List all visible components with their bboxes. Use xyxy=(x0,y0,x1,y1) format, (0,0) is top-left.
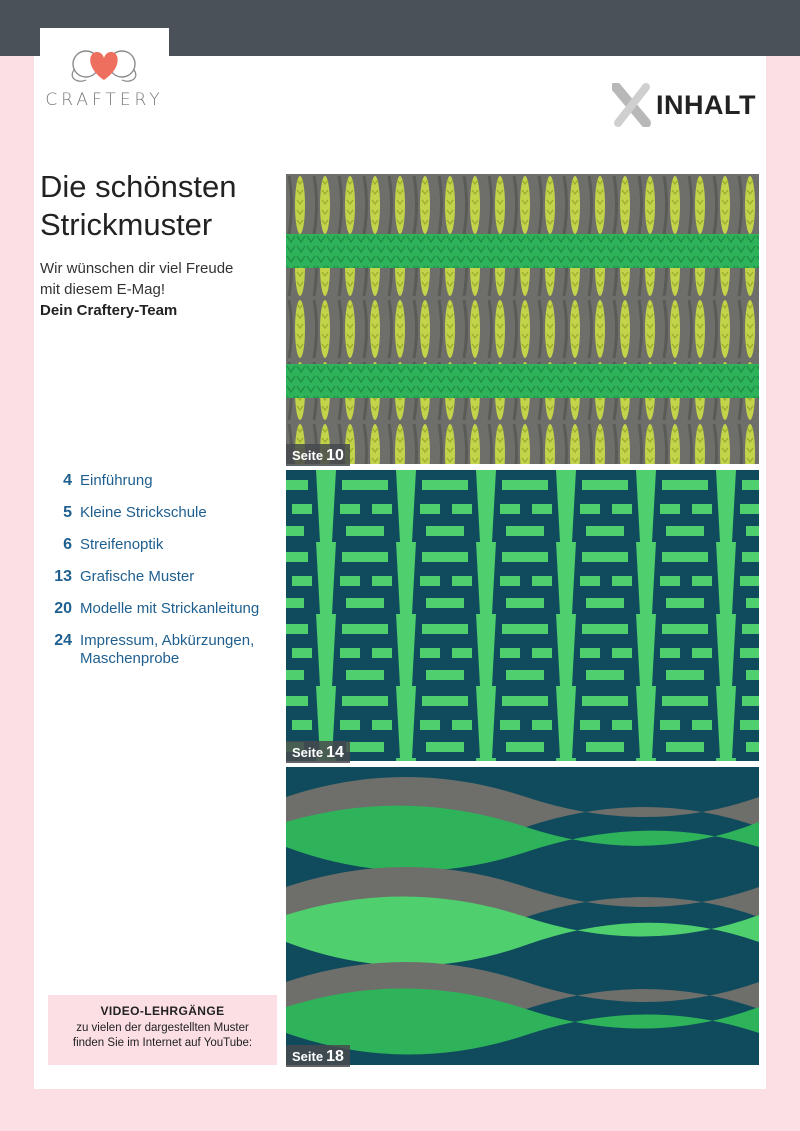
page-tag-prefix: Seite xyxy=(292,745,324,760)
toc-page-number: 13 xyxy=(54,568,72,585)
knit-stripes-image xyxy=(286,174,759,464)
toc-label: Streifenoptik xyxy=(80,536,164,553)
intro-line-2: mit diesem E-Mag! xyxy=(40,281,166,298)
logo-wordmark: CRAFTERY xyxy=(45,90,164,110)
video-box-line-1: zu vielen der dargestellten Muster xyxy=(76,1022,249,1034)
toc-item[interactable] xyxy=(40,630,280,668)
section-header xyxy=(612,80,756,130)
toc-item[interactable] xyxy=(40,598,280,619)
section-label: INHALT xyxy=(656,89,756,120)
knit-photo-graphic[interactable] xyxy=(286,470,759,761)
toc-label: Impressum, Abkürzungen, Maschenprobe xyxy=(80,632,255,667)
page-title: Die schönsten Strickmuster xyxy=(40,169,237,242)
toc-item[interactable] xyxy=(40,470,280,491)
toc-label: Kleine Strickschule xyxy=(80,504,207,521)
page-tag-number: 10 xyxy=(326,447,344,464)
page-tag xyxy=(286,444,350,466)
x-mark-icon xyxy=(612,83,652,127)
page-tag-number: 14 xyxy=(326,744,344,761)
toc-page-number: 24 xyxy=(54,632,72,649)
toc-page-number: 6 xyxy=(63,536,72,553)
page-tag-number: 18 xyxy=(326,1048,344,1065)
craftery-logo[interactable] xyxy=(40,28,169,126)
toc-page-number: 20 xyxy=(54,600,72,617)
toc-page-number: 4 xyxy=(63,472,72,489)
video-box-text xyxy=(48,1021,277,1051)
knit-photo-waves[interactable] xyxy=(286,767,759,1065)
table-of-contents xyxy=(40,470,280,679)
intro-signature: Dein Craftery-Team xyxy=(40,302,178,319)
page-tag xyxy=(286,741,350,763)
video-tutorials-box[interactable] xyxy=(48,995,277,1065)
toc-item[interactable] xyxy=(40,534,280,555)
toc-label: Modelle mit Strickanleitung xyxy=(80,600,260,617)
knit-graphic-image xyxy=(286,470,759,761)
toc-item[interactable] xyxy=(40,566,280,587)
video-box-title: VIDEO-LEHRGÄNGE xyxy=(100,1004,225,1018)
knit-waves-image xyxy=(286,767,759,1065)
heart-logo-icon xyxy=(64,40,144,90)
page-tag xyxy=(286,1045,350,1067)
page-tag-prefix: Seite xyxy=(292,1049,324,1064)
video-box-line-2: finden Sie im Internet auf YouTube: xyxy=(72,1037,253,1049)
toc-item[interactable] xyxy=(40,502,280,523)
page-tag-prefix: Seite xyxy=(292,448,324,463)
knit-photo-stripes[interactable] xyxy=(286,174,759,464)
intro-line-1: Wir wünschen dir viel Freude xyxy=(40,260,234,277)
intro-text xyxy=(40,258,280,321)
toc-page-number: 5 xyxy=(63,504,72,521)
toc-label: Einführung xyxy=(80,472,153,489)
toc-label: Grafische Muster xyxy=(80,568,195,585)
